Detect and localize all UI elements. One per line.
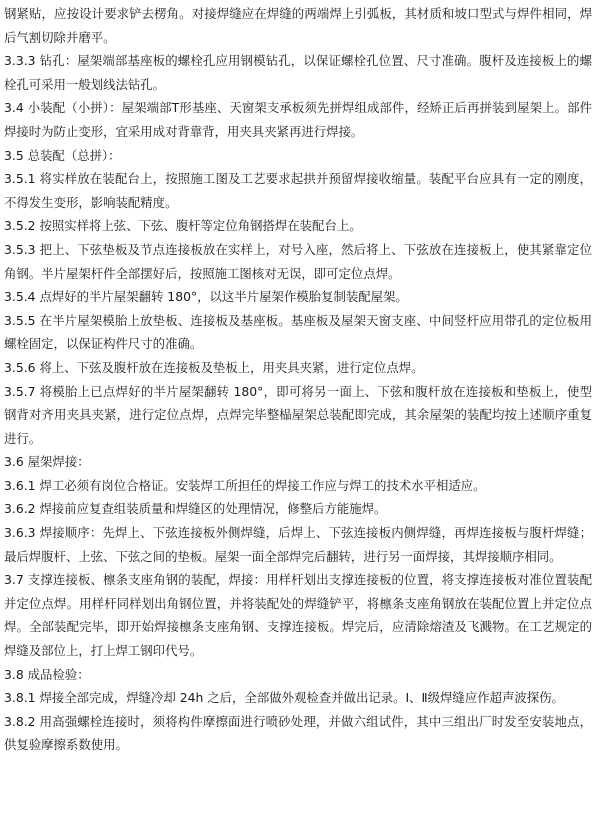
paragraph-3-4-sub-assembly: 3.4 小装配（小拼）：屋架端部T形基座、天窗架支承板须先拼焊组成部件，经矫正后再拼装到屋架上。部件焊接时为防止变形，宜采用成对背靠背，用夹具夹紧再进行焊接。 <box>4 100 592 139</box>
paragraph-3-5-4: 3.5.4 点焊好的半片屋架翻转 180°，以这半片屋架作模胎复制装配屋架。 <box>4 289 408 305</box>
paragraph-3-5-7: 3.5.7 将模胎上已点焊好的半片屋架翻转 180°，即可将另一面上、下弦和腹杆放在连接板和垫板上，使型钢背对齐用夹具夹紧，进行定位点焊，点焊完毕整榀屋架总装配即完成，其余屋架的装配均按上述顺序重复进行。 <box>4 383 592 446</box>
heading-3-8-inspection: 3.8 成品检验： <box>4 666 90 682</box>
paragraph-3-8-1: 3.8.1 焊接全部完成，焊缝冷却 24h 之后，全部做外观检查并做出记录。Ⅰ、Ⅱ级焊缝应作超声波探伤。 <box>4 690 564 706</box>
heading-3-5-total-assembly: 3.5 总装配（总拼）： <box>4 147 121 163</box>
paragraph-3-6-3: 3.6.3 焊接顺序：先焊上、下弦连接板外侧焊缝，后焊上、下弦连接板内侧焊缝，再焊连接板与腹杆焊缝；最后焊腹杆、上弦、下弦之间的垫板。屋架一面全部焊完后翻转，进行另一面焊接，其焊接顺序相同。 <box>4 525 592 564</box>
heading-3-6-truss-welding: 3.6 屋架焊接： <box>4 454 90 470</box>
paragraph-3-7-bracing: 3.7 支撑连接板、檩条支座角钢的装配，焊接：用样杆划出支撑连接板的位置，将支撑连接板对准位置装配并定位点焊。用样杆同样划出角钢位置，并将装配处的焊缝铲平，将檩条支座角钢放在装配位置上并定位点焊。全部装配完毕，即开始焊接檩条支座角钢、支撑连接板。焊完后，应清除熔渣及飞溅物。在工艺规定的焊缝及部位上，打上焊工钢印代号。 <box>4 572 592 659</box>
paragraph-3-5-1: 3.5.1 将实样放在装配台上，按照施工图及工艺要求起拱并预留焊接收缩量。装配平台应具有一定的刚度，不得发生变形，影响装配精度。 <box>4 171 592 210</box>
paragraph-3-6-2: 3.6.2 焊接前应复查组装质量和焊缝区的处理情况，修整后方能施焊。 <box>4 501 387 517</box>
paragraph-3-5-6: 3.5.6 将上、下弦及腹杆放在连接板及垫板上，用夹具夹紧，进行定位点焊。 <box>4 359 424 375</box>
paragraph-3-8-2: 3.8.2 用高强螺栓连接时，须将构件摩擦面进行喷砂处理，并做六组试件，其中三组出厂时发至安装地点，供复验摩擦系数使用。 <box>4 713 592 753</box>
paragraph-welding-intro: 钢紧贴，应按设计要求铲去楞角。对接焊缝应在焊缝的两端焊上引弧板，其材质和坡口型式与焊件相同，焊后气割切除并磨平。 <box>4 6 592 45</box>
paragraph-3-6-1: 3.6.1 焊工必须有岗位合格证。安装焊工所担任的焊接工作应与焊工的技术水平相适应。 <box>4 477 486 493</box>
paragraph-3-5-2: 3.5.2 按照实样将上弦、下弦、腹杆等定位角钢搭焊在装配台上。 <box>4 218 362 234</box>
paragraph-3-5-3: 3.5.3 把上、下弦垫板及节点连接板放在实样上，对号入座，然后将上、下弦放在连接板上，使其紧靠定位角钢。半片屋架杆件全部摆好后，按照施工图核对无误，即可定位点焊。 <box>4 241 592 281</box>
paragraph-3-3-3-drilling: 3.3.3 钻孔：屋架端部基座板的螺栓孔应用钢模钻孔，以保证螺栓孔位置、尺寸准确。腹杆及连接板上的螺栓孔可采用一般划线法钻孔。 <box>4 53 592 92</box>
paragraph-3-5-5: 3.5.5 在半片屋架模胎上放垫板、连接板及基座板。基座板及屋架天窗支座、中间竖杆应用带孔的定位板用螺栓固定，以保证构件尺寸的准确。 <box>4 312 592 352</box>
